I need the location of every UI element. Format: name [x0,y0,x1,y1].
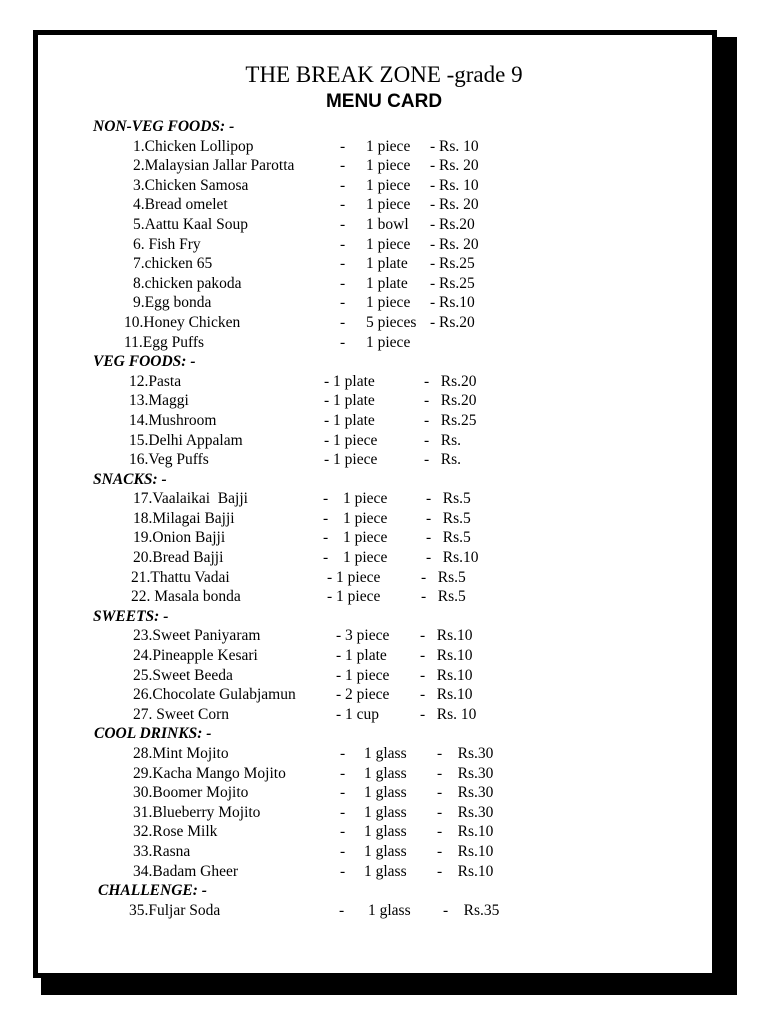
item-separator: - 3 piece [336,627,390,645]
menu-item [0,137,768,157]
item-separator: - 1 piece [327,568,381,586]
menu-item [0,803,768,823]
item-price: - Rs.5 [421,588,466,606]
menu-item [0,685,768,705]
item-name: 5.Aattu Kaal Soup [133,215,248,233]
item-quantity: 1 bowl [366,215,409,233]
item-price: - Rs.35 [443,901,500,919]
item-price: - Rs. [424,431,462,449]
item-quantity: 1 glass [364,764,407,782]
item-separator: - [340,313,346,331]
item-name: 19.Onion Bajji [133,529,226,547]
item-price: - Rs.10 [437,823,494,841]
item-separator: - 1 plate [336,647,387,665]
item-separator: - [340,235,346,253]
menu-item [0,548,768,568]
item-name: 2.Malaysian Jallar Parotta [133,157,295,175]
item-name: 34.Badam Gheer [133,862,239,880]
menu-item [0,372,768,392]
item-separator: - [323,529,329,547]
menu-item [0,509,768,529]
menu-item [0,235,768,255]
item-quantity: 1 piece [366,294,411,312]
item-quantity: 1 glass [368,901,411,919]
item-price: - Rs.25 [430,255,475,273]
item-price: - Rs.30 [437,784,494,802]
item-price: - Rs.10 [437,862,494,880]
item-quantity: 1 plate [366,274,408,292]
menu-item [0,666,768,686]
section-heading: CHALLENGE: - [98,882,207,900]
item-name: 12.Pasta [129,372,182,390]
item-price: - Rs.20 [430,215,475,233]
item-price: - Rs.5 [421,568,466,586]
item-quantity: 5 pieces [366,313,417,331]
item-name: 32.Rose Milk [133,823,218,841]
item-name: 8.chicken pakoda [133,274,242,292]
menu-item [0,901,768,921]
item-separator: - 1 plate [324,411,375,429]
menu-list [0,117,768,920]
item-name: 30.Boomer Mojito [133,784,249,802]
item-quantity: 1 piece [343,490,388,508]
item-separator: - [340,157,346,175]
item-name: 21.Thattu Vadai [131,568,230,586]
item-separator: - 1 piece [324,431,378,449]
item-quantity: 1 piece [366,157,411,175]
item-name: 31.Blueberry Mojito [133,803,261,821]
item-quantity: 1 piece [366,137,411,155]
menu-item [0,313,768,333]
item-separator: - [340,333,346,351]
item-price: - Rs. 10 [430,137,479,155]
item-price: - Rs.30 [437,745,494,762]
item-name: 10.Honey Chicken [124,313,241,331]
item-quantity: 1 glass [364,823,407,841]
item-price: - Rs.5 [426,529,471,547]
item-separator: - [340,274,346,292]
item-price: - Rs.10 [430,294,475,312]
page-title: THE BREAK ZONE -grade 9 [245,62,523,87]
menu-item [0,862,768,882]
menu-item [0,842,768,862]
item-quantity: 1 piece [343,549,388,567]
item-separator: - [340,803,346,821]
item-name: 26.Chocolate Gulabjamun [133,686,296,704]
item-price: - Rs. 10 [420,705,477,723]
item-separator: - [340,823,346,841]
item-separator: - [340,176,346,194]
menu-card-heading: MENU CARD [325,91,443,112]
item-price: - Rs.20 [424,372,477,390]
menu-item [0,528,768,548]
item-price: - Rs. 20 [430,196,479,214]
item-name: 7.chicken 65 [133,255,213,273]
menu-item [0,156,768,176]
item-separator: - [323,549,329,567]
menu-item [0,450,768,470]
item-price: - Rs.10 [426,549,479,567]
menu-item [0,822,768,842]
section-heading: NON-VEG FOODS: - [93,118,235,135]
item-price: - Rs.10 [420,647,473,665]
item-name: 29.Kacha Mango Mojito [133,764,286,782]
item-name: 4.Bread omelet [133,196,228,214]
item-quantity: 1 glass [364,862,407,880]
item-price: - Rs.25 [424,411,477,429]
item-quantity: 1 piece [366,176,411,194]
item-name: 18.Milagai Bajji [133,509,235,527]
item-price: - Rs. 20 [430,157,479,175]
item-name: 16.Veg Puffs [129,451,209,469]
section-heading: COOL DRINKS: - [94,725,212,743]
item-price: - Rs.20 [424,392,477,410]
item-name: 17.Vaalaikai Bajji [133,490,248,508]
menu-item [0,489,768,509]
menu-item [0,705,768,725]
item-name: 3.Chicken Samosa [133,176,249,194]
item-separator: - [340,764,346,782]
menu-item [0,195,768,215]
item-separator: - [340,196,346,214]
section-heading: VEG FOODS: - [93,353,196,371]
menu-item [0,568,768,588]
item-name: 27. Sweet Corn [133,705,230,723]
item-name: 1.Chicken Lollipop [133,137,254,155]
item-quantity: 1 glass [364,784,407,802]
item-separator: - [340,784,346,802]
item-quantity: 1 piece [366,333,411,351]
item-quantity: 1 piece [343,529,388,547]
item-separator: - 1 plate [324,372,375,390]
item-price: - Rs.10 [420,686,473,704]
menu-item [0,293,768,313]
item-quantity: 1 glass [364,803,407,821]
item-name: 35.Fuljar Soda [129,901,221,919]
item-separator: - [340,862,346,880]
menu-item [0,333,768,353]
item-name: 25.Sweet Beeda [133,666,233,684]
section-heading: SWEETS: - [93,607,169,625]
menu-item [0,744,768,764]
item-price: - Rs.10 [437,842,494,860]
menu-item [0,587,768,607]
menu-item [0,274,768,294]
menu-item [0,176,768,196]
item-price: - Rs. 10 [430,176,479,194]
item-name: 28.Mint Mojito [133,745,229,762]
item-name: 23.Sweet Paniyaram [133,627,261,645]
menu-item [0,783,768,803]
menu-item [0,411,768,431]
item-price: - Rs.20 [430,313,475,331]
item-quantity: 1 piece [343,509,388,527]
item-quantity: 1 plate [366,255,408,273]
item-name: 24.Pineapple Kesari [133,647,258,665]
item-name: 13.Maggi [129,392,189,410]
item-separator: - [323,490,329,508]
item-separator: - [340,215,346,233]
item-name: 33.Rasna [133,842,191,860]
item-price: - Rs. 20 [430,235,479,253]
item-name: 6. Fish Fry [133,235,201,253]
item-name: 22. Masala bonda [131,588,241,606]
menu-item [0,646,768,666]
item-name: 20.Bread Bajji [133,549,224,567]
item-price: - Rs.5 [426,490,471,508]
item-name: 11.Egg Puffs [124,333,205,351]
item-price: - Rs.30 [437,803,494,821]
item-name: 9.Egg bonda [133,294,212,312]
menu-item [0,391,768,411]
item-quantity: 1 piece [366,235,411,253]
item-separator: - [340,137,346,155]
item-separator: - 1 piece [336,666,390,684]
item-quantity: 1 piece [366,196,411,214]
item-price: - Rs.10 [420,627,473,645]
item-separator: - [340,745,346,762]
menu-item [0,431,768,451]
item-separator: - 1 piece [327,588,381,606]
item-name: 15.Delhi Appalam [129,431,243,449]
item-price: - Rs.5 [426,509,471,527]
item-price: - Rs. [424,451,462,469]
item-quantity: 1 glass [364,842,407,860]
item-separator: - [339,901,345,919]
menu-item [0,254,768,274]
menu-item [0,215,768,235]
item-separator: - [340,842,346,860]
item-separator: - 1 piece [324,451,378,469]
item-price: - Rs.25 [430,274,475,292]
item-quantity: 1 glass [364,745,407,762]
item-price: - Rs.30 [437,764,494,782]
menu-item [0,764,768,784]
item-separator: - 1 plate [324,392,375,410]
item-separator: - [340,294,346,312]
item-separator: - [340,255,346,273]
section-heading: SNACKS: - [93,470,167,488]
item-separator: - [323,509,329,527]
menu-item [0,626,768,646]
item-name: 14.Mushroom [129,411,217,429]
item-price: - Rs.10 [420,666,473,684]
item-separator: - 1 cup [336,705,380,723]
item-separator: - 2 piece [336,686,390,704]
